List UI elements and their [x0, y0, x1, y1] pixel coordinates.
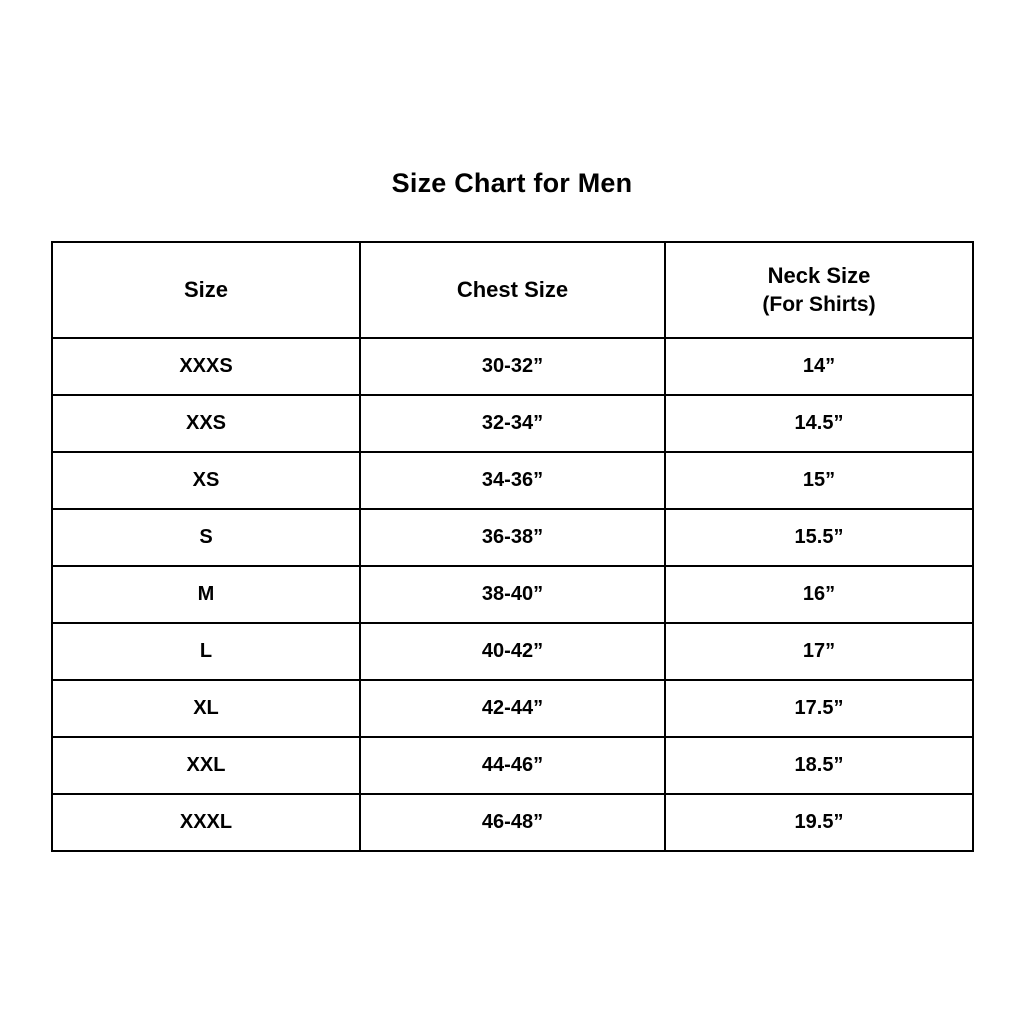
column-header-neck-size: [665, 242, 973, 338]
cell-chest-size: 30-32”: [360, 338, 665, 395]
table-row: [52, 566, 973, 623]
table-body: [52, 338, 973, 851]
cell-chest-size: 38-40”: [360, 566, 665, 623]
cell-size: XL: [52, 680, 360, 737]
cell-chest-size: 40-42”: [360, 623, 665, 680]
table-row: [52, 623, 973, 680]
cell-size: XS: [52, 452, 360, 509]
cell-chest-size: 34-36”: [360, 452, 665, 509]
size-chart-table: [51, 241, 974, 852]
cell-size: XXXL: [52, 794, 360, 851]
column-header-size-label: Size: [183, 276, 229, 302]
table-row: [52, 737, 973, 794]
cell-neck-size: 17.5”: [665, 680, 973, 737]
cell-chest-size: 46-48”: [360, 794, 665, 851]
table-row: [52, 794, 973, 851]
cell-size: XXL: [52, 737, 360, 794]
cell-neck-size: 14.5”: [665, 395, 973, 452]
cell-neck-size: 15.5”: [665, 509, 973, 566]
cell-size: XXS: [52, 395, 360, 452]
cell-size: S: [52, 509, 360, 566]
cell-chest-size: 42-44”: [360, 680, 665, 737]
table-row: [52, 680, 973, 737]
cell-chest-size: 36-38”: [360, 509, 665, 566]
table-row: [52, 509, 973, 566]
cell-neck-size: 14”: [665, 338, 973, 395]
table-header-row: [52, 242, 973, 338]
cell-neck-size: 19.5”: [665, 794, 973, 851]
cell-neck-size: 16”: [665, 566, 973, 623]
cell-size: XXXS: [52, 338, 360, 395]
cell-chest-size: 44-46”: [360, 737, 665, 794]
page-title: Size Chart for Men: [391, 168, 633, 198]
column-header-neck-size-subtitle: (For Shirts): [762, 292, 876, 316]
table-header: [52, 242, 973, 338]
table-row: [52, 338, 973, 395]
cell-chest-size: 32-34”: [360, 395, 665, 452]
column-header-chest-size: [360, 242, 665, 338]
table-row: [52, 395, 973, 452]
column-header-neck-size-label: Neck Size: [767, 263, 871, 289]
table-row: [52, 452, 973, 509]
cell-size: M: [52, 566, 360, 623]
cell-neck-size: 15”: [665, 452, 973, 509]
cell-neck-size: 17”: [665, 623, 973, 680]
cell-size: L: [52, 623, 360, 680]
column-header-size: [52, 242, 360, 338]
column-header-chest-size-label: Chest Size: [456, 276, 569, 302]
cell-neck-size: 18.5”: [665, 737, 973, 794]
